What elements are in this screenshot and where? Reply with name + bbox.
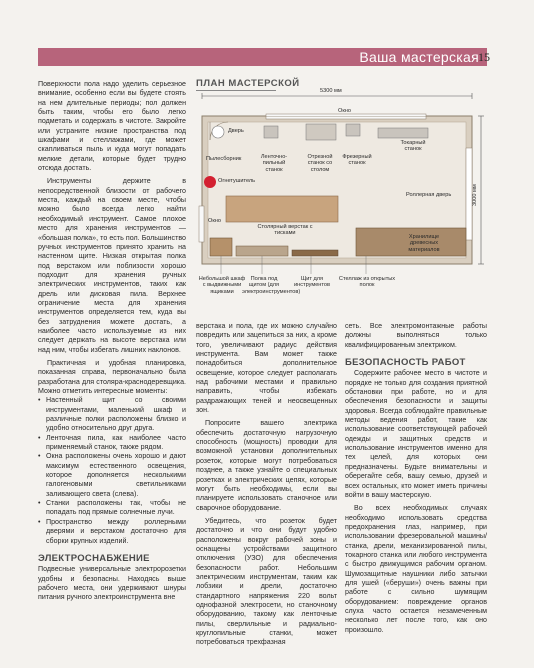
bullet-list xyxy=(38,396,186,546)
header-title: Ваша мастерская xyxy=(359,49,479,65)
left-column xyxy=(38,80,186,603)
paragraph: Поверхности пола надо уделить серьезное внимание, особенно если вы будете стоять на нем длительные периоды; пол должен быть таким, чтобы его было легко подметать и содержать в чистоте. Закройте или устраните низкие пространства под шкафами и стеллажами, где может скапливаться пыль и куда могут попадать мелкие детали, которые будет трудно отсюда достать. xyxy=(38,80,186,173)
label-tool-shelf: Полка под щитом (для электроинструментов) xyxy=(242,276,301,295)
paragraph: Практичная и удобная планировка, показанная справа, первоначально была разработана для столяра-краснодеревщика. Можно отметить интересные моменты: xyxy=(38,358,186,395)
label-open-rack: Стеллаж из открытых полок xyxy=(338,276,396,289)
label-cabinet: Небольшой шкаф с выдвижными ящиками xyxy=(198,276,246,295)
label-router: Фрезерный станок xyxy=(342,154,372,167)
list-item: • Настенный щит со своими инструментами, маленький шкаф и различные полки расположены близко и удобно относительно друг друга. xyxy=(38,396,186,433)
paragraph: Подвесные универсальные электророзетки удобны и безопасны. Находясь выше рабочего места, они удерживают шнуры питания ручного электроинструмента вне xyxy=(38,565,186,602)
label-bandsaw: Ленточно-пильный станок xyxy=(260,154,288,173)
label-tool-panel: Щит для инструментов xyxy=(294,276,330,289)
label-workbench: Столярный верстак с тисками xyxy=(257,224,313,237)
label-lumber-storage: Хранилище древесных материалов xyxy=(408,234,440,253)
plan-title: ПЛАН МАСТЕРСКОЙ xyxy=(196,78,300,89)
list-item: • Станки расположены так, чтобы не попадать под прямые солнечные лучи. xyxy=(38,499,186,518)
paragraph: Во всех необходимых случаях необходимо использовать средства предохранения глаз, например, при использовании фрезеровальной машины/станка, дрели, механизированной пилы, токарного станка или любого инструмента с быстро движущимся рабочим органом. Шумозащитные наушники либо затычки для ушей («беруши») очень важны при работе с сильно шумящим оборудованием: повреждение органов слуха часто остается незамеченным несколько лет после того, как оно произошло. xyxy=(345,504,487,634)
page-number: 15 xyxy=(478,50,490,64)
label-window-top: Окно xyxy=(338,108,351,114)
label-jointer: Отрезной станок со столом xyxy=(307,154,333,173)
label-extinguisher: Огнетушитель xyxy=(218,178,256,184)
label-lathe: Токарный станок xyxy=(400,140,426,153)
width-dimension: 5300 мм xyxy=(320,88,342,94)
height-dimension: 3000 мм xyxy=(472,184,478,206)
label-vacuum: Пылесборник xyxy=(206,156,242,162)
section-heading: БЕЗОПАСНОСТЬ РАБОТ xyxy=(345,357,466,369)
label-door: Дверь xyxy=(228,128,244,134)
section-heading: ЭЛЕКТРОСНАБЖЕНИЕ xyxy=(38,552,150,564)
middle-column xyxy=(196,322,337,648)
paragraph: сеть. Все электромонтажные работы должны выполняться только квалифицированным электриком. xyxy=(345,322,487,349)
running-header xyxy=(38,48,487,66)
paragraph: Попросите вашего электрика обеспечить достаточную нагрузочную способность (мощность) проводки для возможной установки дополнительных розеток, которые могут потребоваться позднее, а также узнайте о специальных розетках и электрических цепях, которые могут быть необходимы, если вы планируете использовать станочное или сварочное оборудование. xyxy=(196,419,337,512)
paragraph: Содержите рабочее место в чистоте и порядке не только для создания приятной обстановки при работе, но и для обеспечения безопасности и защиты здоровья. Всегда соблюдайте правильные методы ведения работ, такие как использование соответствующей рабочей одежды и защитных средств и использование инструментов именно для тех целей, для которых они предназначены. Будьте внимательны и оберегайте себя, вашу семью, друзей и всех остальных, кто может иметь причины войти в вашу мастерскую. xyxy=(345,369,487,499)
list-item: • Окна расположены очень хорошо и дают максимум естественного освещения, которое дополняется несколькими галогеновыми светильниками заливающего света (слева). xyxy=(38,452,186,499)
list-item: • Пространство между роллерными дверями и верстаком достаточно для сборки крупных изделий. xyxy=(38,518,186,546)
paragraph: Убедитесь, что розеток будет достаточно и что они будут удобно расположены вокруг рабочей зоны и оснащены устройствами защитного отключения (УЗО) для обеспечения безопасности работ. Небольшим электрическим инструментам, таким как лобзики и дрели, достаточно стандартного напряжения 220 вольт однофазной электросети, но станочному оборудованию, такому как ленточные пилы, сверлильные и радиально-круглопильные станки, может потребоваться трехфазная xyxy=(196,516,337,647)
list-item: • Ленточная пила, как наиболее часто применяемый станок, также рядом. xyxy=(38,434,186,453)
paragraph: верстака и пола, где их можно случайно повредить или зацепиться за них, а кроме того, увеличивают радиус действия инструмента. Вам может также понадобиться дополнительное освещение, которое следует располагать над рабочими местами и правильно направить, чтобы избежать раздражающих теней и неосвещенных зон. xyxy=(196,322,337,415)
label-window-left: Окно xyxy=(208,218,221,224)
workshop-plan-figure xyxy=(196,78,486,310)
paragraph: Инструменты держите в непосредственной близости от рабочего места, каждый на своем месте, чтобы можно было всегда легко найти необходимый инструмент. Самое плохое место для хранения инструментов — «большая полка», то есть пол. Большинство ручных инструментов принято хранить на настенном щите. Низкая открытая полка под верстаком или поблизости хорошо подходит для хранения ручных электрических инструментов, таких как дрель или дисковая пила. Верхнее ограничение места для хранения инструментов определяется тем, куда вы без затруднения можете достать, а наиболее часто используемые из них следует держать на высоте верстака или над ним, чтобы избегать лишних наклонов. xyxy=(38,177,186,354)
label-roller-door: Роллерная дверь xyxy=(406,192,452,198)
right-column xyxy=(345,322,487,635)
